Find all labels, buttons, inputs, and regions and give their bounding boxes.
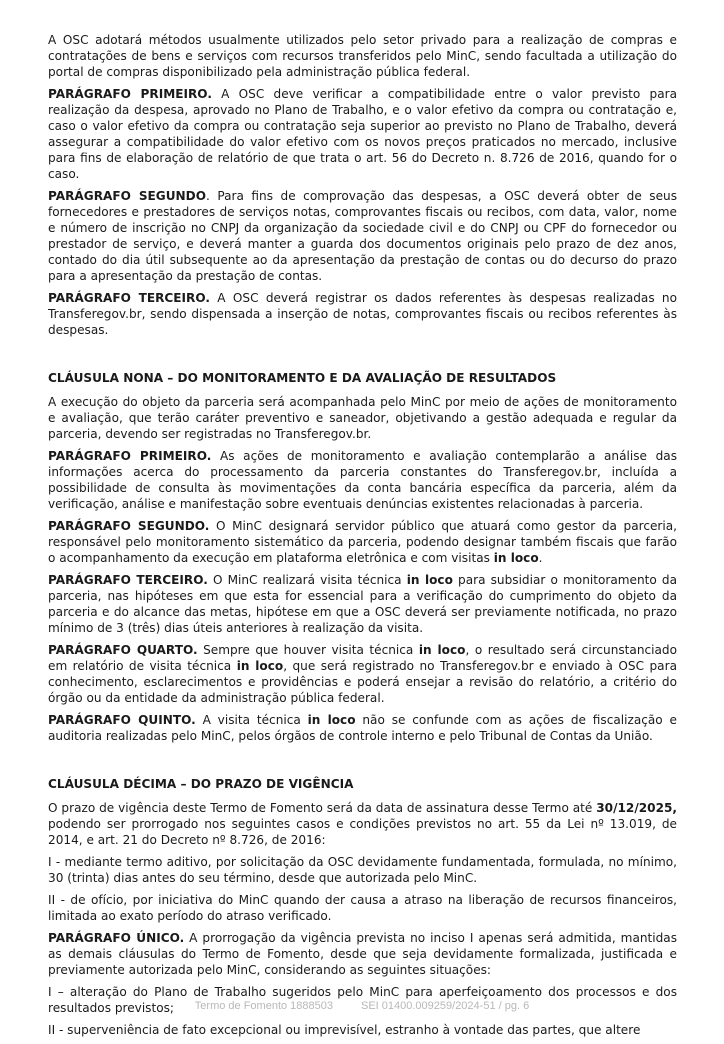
paragraph-text: Sempre que houver visita técnica xyxy=(197,643,419,657)
paragraph-text: não se confunde com as ações de fiscalização e auditoria realizadas pelo MinC, pelos órgãos de controle interno e pelo Tribunal de Contas da União. xyxy=(48,713,677,743)
in-loco-emphasis: in loco xyxy=(236,659,284,673)
paragraph-label: PARÁGRAFO SEGUNDO. xyxy=(48,519,210,533)
paragraph-text: A OSC deve verificar a compatibilidade entre o valor previsto para realização da despesa, aprovado no Plano de Trabalho, e o valor efetivo da compra ou contratação e, caso o valor efetivo da compra ou contratação seja superior ao previsto no Plano de Trabalho, deverá assegurar a compatibilidade do valor efetivo com os novos preços praticados no mercado, inclusive para fins de elaboração de relatório de que trata o art. 56 do Decreto n. 8.726 de 2016, quando for o caso. xyxy=(48,87,677,181)
page-footer xyxy=(0,1000,724,1012)
paragraph-label: PARÁGRAFO ÚNICO. xyxy=(48,931,185,945)
paragraph-text: . Para fins de comprovação das despesas, a OSC deverá obter de seus fornecedores e prestadores de serviços notas, comprovantes fiscais ou recibos, com data, valor, nome e número de inscrição no CNPJ da organização da sociedade civil e do CNPJ ou CPF do fornecedor ou prestador de serviço, e deverá manter a guarda dos documentos originais pelo prazo de dez anos, contado do dia útil subsequente ao da apresentação da prestação de contas ou do decurso do prazo para a apresentação da prestação de contas. xyxy=(48,189,678,283)
intro-paragraph: A OSC adotará métodos usualmente utilizados pelo setor privado para a realização de compras e contratações de bens e serviços com recursos transferidos pelo MinC, sendo facultada a utilização do portal de compras disponibilizado pela administração pública federal. xyxy=(48,33,677,79)
sec10-item-1: I - mediante termo aditivo, por solicitação da OSC devidamente fundamentada, formulada, no mínimo, 30 (trinta) dias antes do seu término, desde que autorizada pelo MinC. xyxy=(48,855,677,885)
paragraph-label: PARÁGRAFO SEGUNDO xyxy=(48,189,206,203)
sec10-paragraph-unico xyxy=(48,930,677,978)
sec9-paragraph-quarto xyxy=(48,642,677,706)
paragraph-label: PARÁGRAFO PRIMEIRO. xyxy=(48,449,212,463)
clause-ten-heading: CLÁUSULA DÉCIMA – DO PRAZO DE VIGÊNCIA xyxy=(48,777,354,791)
in-loco-emphasis: in loco xyxy=(418,643,466,657)
sec8-paragraph-segundo xyxy=(48,188,677,284)
paragraph-label: PARÁGRAFO QUARTO. xyxy=(48,643,198,657)
sec10-situation-2: II - superveniência de fato excepcional ou imprevisível, estranho à vontade das partes, que altere xyxy=(48,1023,641,1037)
paragraph-text: . xyxy=(538,551,543,565)
document-page xyxy=(48,32,677,1044)
paragraph-text: , o resultado será circunstanciado em relatório de visita técnica xyxy=(48,643,677,673)
paragraph-text: , que será registrado no Transferegov.br e enviado à OSC para conhecimento, esclarecimentos e providências e poderá ensejar a revisão do relatório, a critério do órgão ou da entidade da administração pública federal. xyxy=(48,659,677,705)
paragraph-text: As ações de monitoramento e avaliação contemplarão a análise das informações acerca do processamento da parceria constantes do Transferegov.br, incluída a possibilidade de consulta às movimentações da conta bancária específica da parceria, além da verificação, análise e manifestação sobre eventuais denúncias existentes relacionadas à parceria. xyxy=(48,449,677,511)
sec9-intro: A execução do objeto da parceria será acompanhada pelo MinC por meio de ações de monitoramento e avaliação, que terão caráter preventivo e saneador, objetivando a gestão adequada e regular da parceria, devendo ser registradas no Transferegov.br. xyxy=(48,395,677,441)
paragraph-label: PARÁGRAFO TERCEIRO. xyxy=(48,573,208,587)
paragraph-text: para subsidiar o monitoramento da parceria, nas hipóteses em que esta for essencial para a verificação do cumprimento do objeto da parceria e do alcance das metas, hipótese em que a OSC deverá ser previamente notificada, no prazo mínimo de 3 (três) dias úteis anteriores à realização da visita. xyxy=(48,573,677,635)
sec10-intro xyxy=(48,800,677,848)
paragraph-label: PARÁGRAFO QUINTO. xyxy=(48,713,196,727)
in-loco-emphasis: in loco xyxy=(493,551,539,565)
sec9-paragraph-primeiro xyxy=(48,448,677,512)
sec9-paragraph-segundo xyxy=(48,518,677,566)
paragraph-text: O MinC realizará visita técnica xyxy=(207,573,407,587)
in-loco-emphasis: in loco xyxy=(406,573,453,587)
footer-document-name: Termo de Fomento 1888503 xyxy=(194,1000,333,1012)
paragraph-text: A prorrogação da vigência prevista no inciso I apenas será admitida, mantidas as demais cláusulas do Termo de Fomento, desde que seja devidamente formalizada, justificada e previamente autorizada pelo MinC, considerando as seguintes situações: xyxy=(48,931,678,977)
deadline-date: 30/12/2025, xyxy=(596,801,677,815)
in-loco-emphasis: in loco xyxy=(307,713,356,727)
sec8-paragraph-primeiro xyxy=(48,86,677,182)
sec9-paragraph-terceiro xyxy=(48,572,677,636)
sec9-paragraph-quinto xyxy=(48,712,677,744)
sec8-paragraph-terceiro xyxy=(48,290,677,338)
footer-process-page: SEI 01400.009259/2024-51 / pg. 6 xyxy=(361,1000,530,1012)
sec10-situation-1: I – alteração do Plano de Trabalho sugeridos pelo MinC para aperfeiçoamento dos processos e dos resultados previstos; xyxy=(48,985,677,1015)
paragraph-label: PARÁGRAFO TERCEIRO. xyxy=(48,291,210,305)
paragraph-text: O prazo de vigência deste Termo de Fomento será da data de assinatura desse Termo até xyxy=(48,801,597,815)
paragraph-text: A visita técnica xyxy=(195,713,308,727)
paragraph-label: PARÁGRAFO PRIMEIRO. xyxy=(48,87,212,101)
sec10-item-2: II - de ofício, por iniciativa do MinC quando der causa a atraso na liberação de recursos financeiros, limitada ao exato período do atraso verificado. xyxy=(48,893,677,923)
clause-nine-heading: CLÁUSULA NONA – DO MONITORAMENTO E DA AVALIAÇÃO DE RESULTADOS xyxy=(48,371,557,385)
paragraph-text: podendo ser prorrogado nos seguintes casos e condições previstos no art. 55 da Lei nº 13.019, de 2014, e art. 21 do Decreto nº 8.726, de 2016: xyxy=(48,817,677,847)
paragraph-text: O MinC designará servidor público que atuará como gestor da parceria, responsável pelo monitoramento sistemático da parceria, podendo designar também fiscais que farão o acompanhamento da execução em plataforma eletrônica e com visitas xyxy=(48,519,677,565)
paragraph-text: A OSC deverá registrar os dados referentes às despesas realizadas no Transferegov.br, sendo dispensada a inserção de notas, comprovantes fiscais ou recibos referentes às despesas. xyxy=(48,291,677,337)
